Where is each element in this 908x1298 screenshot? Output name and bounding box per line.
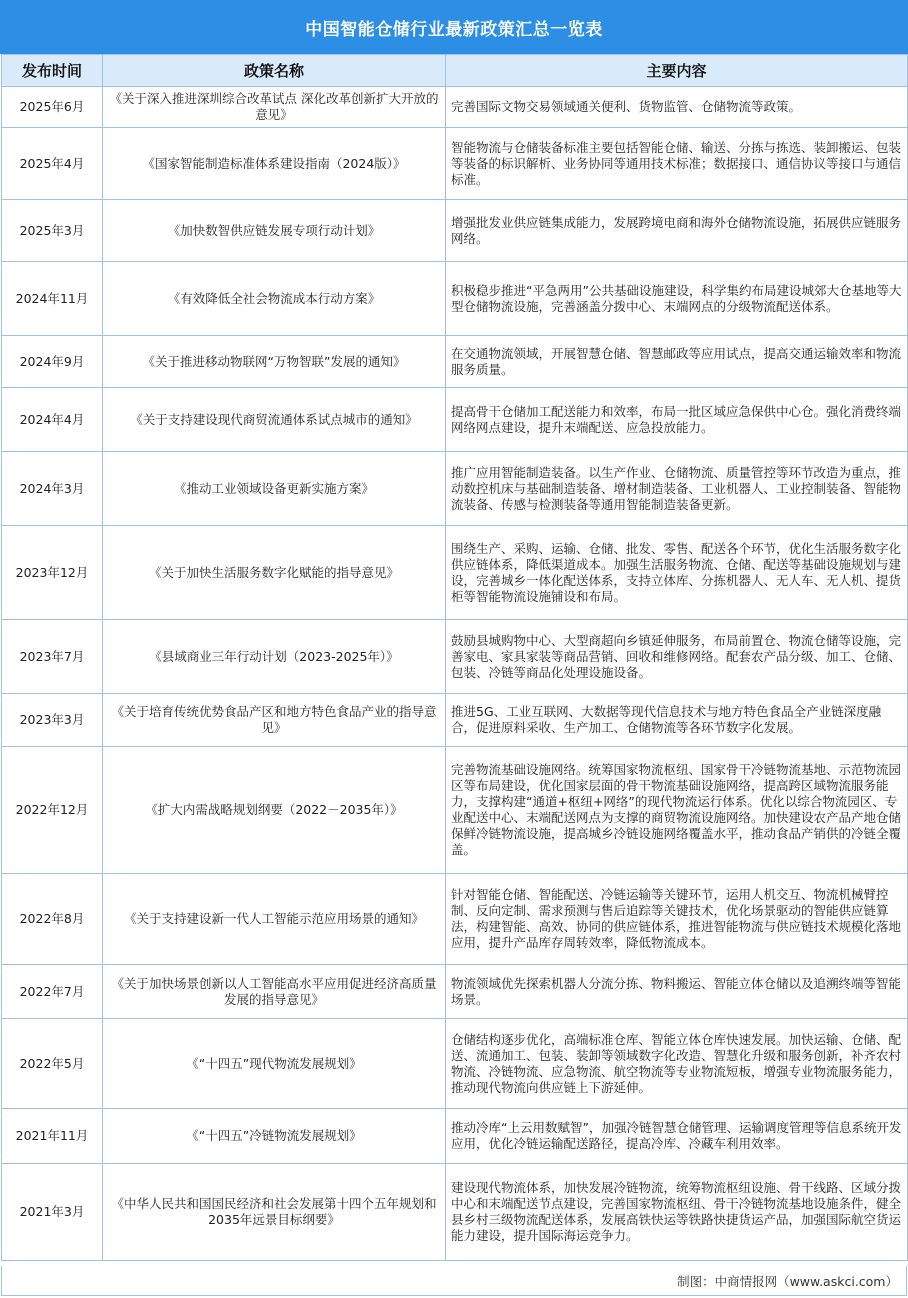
row-date: 2022年8月 <box>2 874 103 965</box>
row-content: 仓储结构逐步优化，高端标准仓库、智能立体仓库快速发展。加快运输、仓储、配送、流通加工、包装、装卸等领域数字化改造、智慧化升级和服务创新，补齐农村物流、冷链物流、应急物流、航空物流等专业物流短板，增强专业物流服务能力，推动现代物流向供应链上下游延伸。 <box>446 1019 908 1109</box>
row-date: 2022年7月 <box>2 965 103 1019</box>
row-policy-name: 《“十四五”现代物流发展规划》 <box>103 1019 446 1109</box>
table-row <box>2 87 908 128</box>
row-policy-name: 《关于支持建设现代商贸流通体系试点城市的通知》 <box>103 388 446 452</box>
row-content: 增强批发业供应链集成能力，发展跨境电商和海外仓储物流设施，拓展供应链服务网络。 <box>446 200 908 262</box>
row-date: 2021年11月 <box>2 1109 103 1164</box>
table-row <box>2 526 908 620</box>
row-content: 完善物流基础设施网络。统筹国家物流枢纽、国家骨干冷链物流基地、示范物流园区等布局建设，优化国家层面的骨干物流基础设施网络，提高跨区域物流服务能力，支撑构建“通道+枢纽+网络”的现代物流运行体系。优化以综合物流园区、专业配送中心、末端配送网点为支撑的商贸物流设施网络。加快建设农产品产地仓储保鲜冷链物流设施，提高城乡冷链设施网络覆盖水平，推动食品产销供的冷链全覆盖。 <box>446 747 908 874</box>
page-title: 中国智能仓储行业最新政策汇总一览表 <box>0 0 908 54</box>
row-date: 2025年6月 <box>2 87 103 128</box>
row-date: 2022年5月 <box>2 1019 103 1109</box>
row-policy-name: 《加快数智供应链发展专项行动计划》 <box>103 200 446 262</box>
row-date: 2024年9月 <box>2 336 103 388</box>
row-date: 2023年12月 <box>2 526 103 620</box>
row-policy-name: 《县域商业三年行动计划（2023-2025年）》 <box>103 620 446 694</box>
row-content: 针对智能仓储、智能配送、冷链运输等关键环节，运用人机交互、物流机械臂控制、反向定制、需求预测与售后追踪等关键技术，优化场景驱动的智能供应链算法，构建智能、高效、协同的供应链体系，推进智能物流与供应链技术规模化落地应用，提升产品库存周转效率，降低物流成本。 <box>446 874 908 965</box>
row-content: 积极稳步推进“平急两用”公共基础设施建设，科学集约布局建设城郊大仓基地等大型仓储物流设施，完善涵盖分拨中心、末端网点的分级物流配送体系。 <box>446 262 908 336</box>
table-header-row <box>2 55 908 87</box>
row-policy-name: 《“十四五”冷链物流发展规划》 <box>103 1109 446 1164</box>
row-content: 提高骨干仓储加工配送能力和效率，布局一批区域应急保供中心仓。强化消费终端网络网点建设，提升末端配送、应急投放能力。 <box>446 388 908 452</box>
source-credit-text: 制图：中商情报网（www.askci.com） <box>677 1273 898 1289</box>
row-date: 2022年12月 <box>2 747 103 874</box>
table-row <box>2 452 908 526</box>
row-content: 完善国际文物交易领域通关便利、货物监管、仓储物流等政策。 <box>446 87 908 128</box>
table-row <box>2 965 908 1019</box>
row-content: 推广应用智能制造装备。以生产作业、仓储物流、质量管控等环节改造为重点，推动数控机床与基础制造装备、增材制造装备、工业机器人、工业控制装备、智能物流装备、传感与检测装备等通用智能制造装备更新。 <box>446 452 908 526</box>
row-content: 推动冷库“上云用数赋智”，加强冷链智慧仓储管理、运输调度管理等信息系统开发应用，优化冷链运输配送路径，提高冷库、冷藏车利用效率。 <box>446 1109 908 1164</box>
row-policy-name: 《有效降低全社会物流成本行动方案》 <box>103 262 446 336</box>
row-content: 智能物流与仓储装备标准主要包括智能仓储、输送、分拣与拣选、装卸搬运、包装等装备的标识解析、业务协同等通用技术标准；数据接口、通信协议等接口与通信标准。 <box>446 128 908 200</box>
row-date: 2025年4月 <box>2 128 103 200</box>
header-content: 主要内容 <box>446 55 908 87</box>
row-policy-name: 《关于推进移动物联网“万物智联”发展的通知》 <box>103 336 446 388</box>
table-row <box>2 1019 908 1109</box>
row-policy-name: 《国家智能制造标准体系建设指南（2024版）》 <box>103 128 446 200</box>
row-date: 2023年3月 <box>2 694 103 747</box>
row-content: 在交通物流领域，开展智慧仓储、智慧邮政等应用试点，提高交通运输效率和物流服务质量。 <box>446 336 908 388</box>
row-policy-name: 《关于加快生活服务数字化赋能的指导意见》 <box>103 526 446 620</box>
table-row <box>2 336 908 388</box>
row-content: 物流领域优先探索机器人分流分拣、物料搬运、智能立体仓储以及追溯终端等智能场景。 <box>446 965 908 1019</box>
table-row <box>2 1164 908 1261</box>
row-date: 2025年3月 <box>2 200 103 262</box>
row-content: 建设现代物流体系，加快发展冷链物流，统筹物流枢纽设施、骨干线路、区域分拨中心和末端配送节点建设，完善国家物流枢纽、骨干冷链物流基地设施条件，健全县乡村三级物流配送体系，发展高铁快运等铁路快捷货运产品，加强国际航空货运能力建设，提升国际海运竞争力。 <box>446 1164 908 1261</box>
header-date: 发布时间 <box>2 55 103 87</box>
row-content: 推进5G、工业互联网、大数据等现代信息技术与地方特色食品全产业链深度融合，促进原料采收、生产加工、仓储物流等各环节数字化发展。 <box>446 694 908 747</box>
table-row <box>2 1109 908 1164</box>
row-policy-name: 《关于加快场景创新以人工智能高水平应用促进经济高质量发展的指导意见》 <box>103 965 446 1019</box>
table-row <box>2 747 908 874</box>
policy-table <box>1 54 908 1261</box>
table-row <box>2 388 908 452</box>
table-row <box>2 128 908 200</box>
header-policy-name: 政策名称 <box>103 55 446 87</box>
row-policy-name: 《关于支持建设新一代人工智能示范应用场景的通知》 <box>103 874 446 965</box>
row-policy-name: 《推动工业领域设备更新实施方案》 <box>103 452 446 526</box>
table-row <box>2 694 908 747</box>
row-policy-name: 《中华人民共和国国民经济和社会发展第十四个五年规划和2035年远景目标纲要》 <box>103 1164 446 1261</box>
table-row <box>2 874 908 965</box>
row-policy-name: 《关于深入推进深圳综合改革试点 深化改革创新扩大开放的意见》 <box>103 87 446 128</box>
row-date: 2024年4月 <box>2 388 103 452</box>
row-date: 2024年3月 <box>2 452 103 526</box>
row-date: 2021年3月 <box>2 1164 103 1261</box>
row-policy-name: 《关于培育传统优势食品产区和地方特色食品产业的指导意见》 <box>103 694 446 747</box>
row-content: 围绕生产、采购、运输、仓储、批发、零售、配送各个环节，优化生活服务数字化供应链体系，降低渠道成本。加强生活服务物流、仓储、配送等基础设施规划与建设，完善城乡一体化配送体系，支持立体库、分拣机器人、无人车、无人机、提货柜等智能物流设施铺设和布局。 <box>446 526 908 620</box>
row-content: 鼓励县城购物中心、大型商超向乡镇延伸服务，布局前置仓、物流仓储等设施，完善家电、家具家装等商品营销、回收和维修网络。配套农产品分级、加工、仓储、包装、冷链等商品化处理设施设备。 <box>446 620 908 694</box>
row-policy-name: 《扩大内需战略规划纲要（2022－2035年）》 <box>103 747 446 874</box>
table-row <box>2 620 908 694</box>
source-credit <box>1 1266 907 1296</box>
row-date: 2023年7月 <box>2 620 103 694</box>
table-row <box>2 200 908 262</box>
row-date: 2024年11月 <box>2 262 103 336</box>
table-row <box>2 262 908 336</box>
